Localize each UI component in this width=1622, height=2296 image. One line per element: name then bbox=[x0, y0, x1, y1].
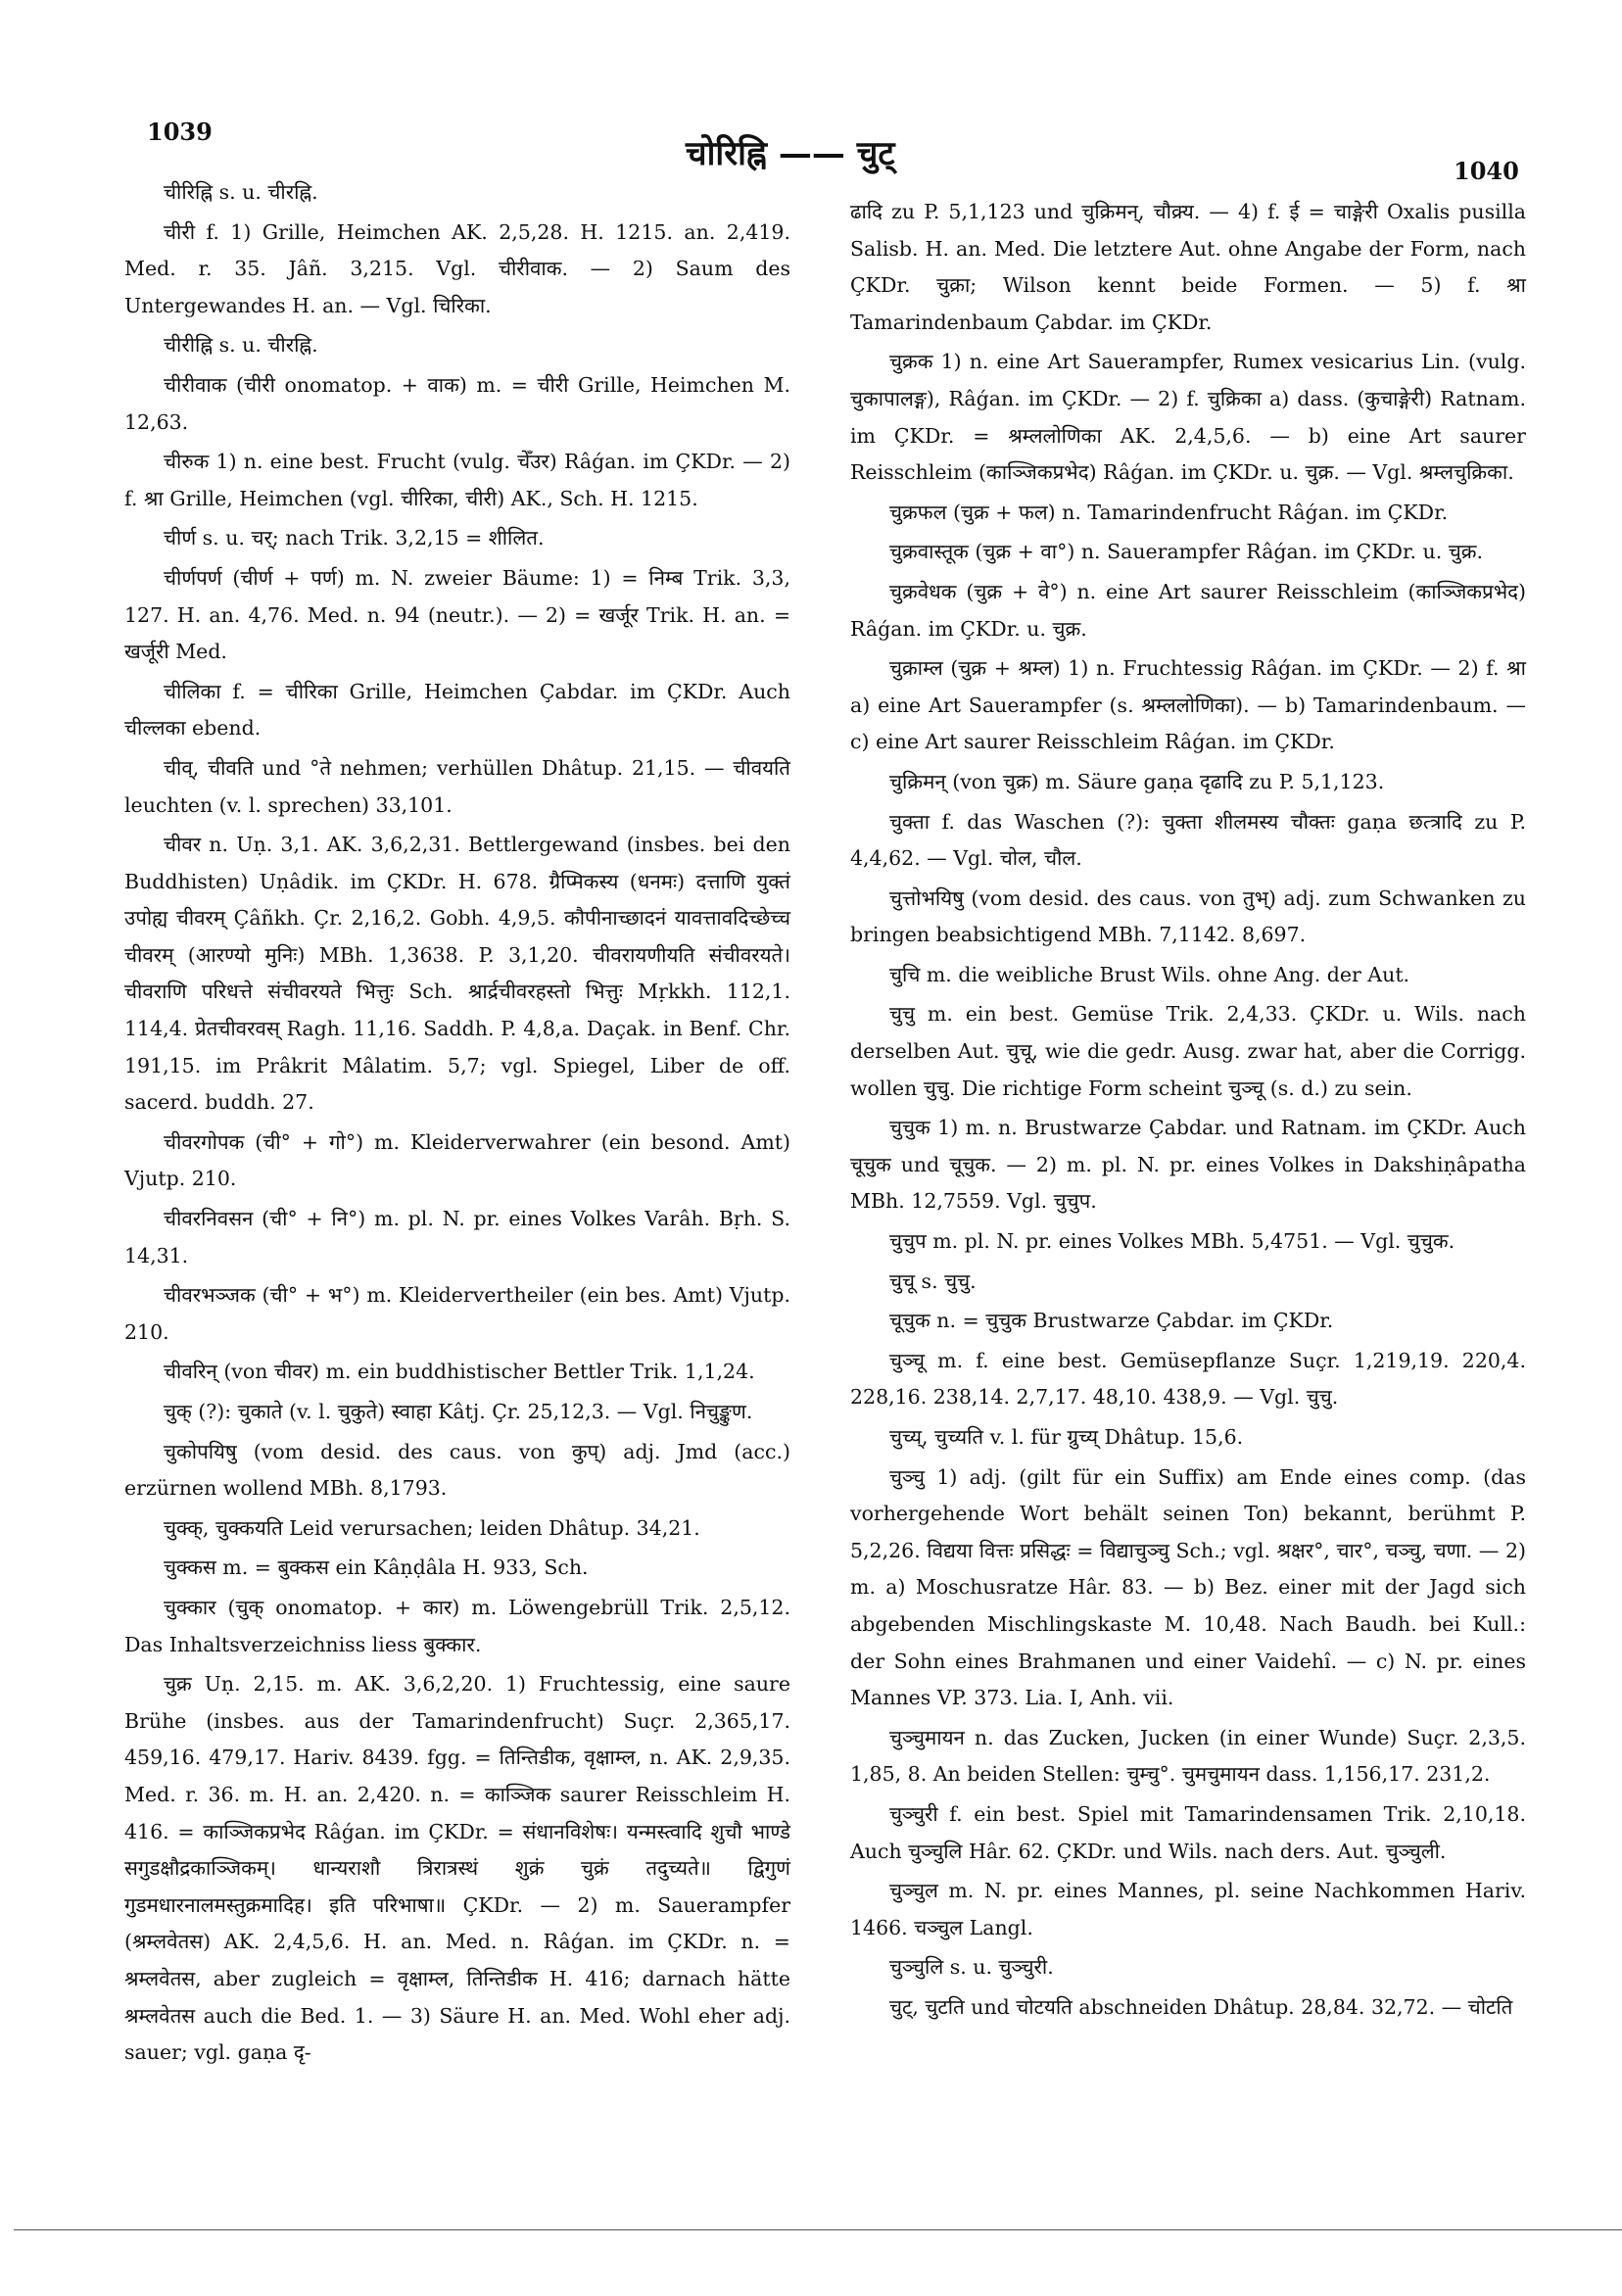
dictionary-entry: चुचु m. ein best. Gemüse Trik. 2,4,33. ÇKDr. u. Wils. nach derselben Aut. चुचू, wie die gedr. Ausg. zwar hat, aber die Corrigg. wollen चुचु. Die richtige Form scheint चुञ्चू (s. d.) zu sein. bbox=[850, 1002, 1526, 1100]
dictionary-entry: चीवर n. Uṇ. 3,1. AK. 3,6,2,31. Bettlergewand (insbes. bei den Buddhisten) Uṇâdik. im ÇKDr. H. 678. ग्रैप्मिकस्य (धनमः) दत्ताणि युक्तं उपोह्य चीवरम् Çâñkh. Çr. 2,16,2. Gobh. 4,9,5. कौपीनाच्छादनं यावत्तावदिच्छेच्च चीवरम् (आरण्यो मुनिः) MBh. 1,3638. P. 3,1,20. चीवरायणीयति संचीवरयते। चीवराणि परिधत्ते संचीवरयते भित्तुः Sch. श्रार्द्रचीवरहस्तो भित्तुः Mṛkkh. 112,1. 114,4. प्रेतचीवरवस् Ragh. 11,16. Saddh. P. 4,8,a. Daçak. in Benf. Chr. 191,15. im Prâkrit Mâlatim. 5,7; vgl. Spiegel, Liber de off. sacerd. buddh. 27. bbox=[124, 833, 790, 1115]
dictionary-entry: चीवरभञ्जक (ची° + भ°) m. Kleidervertheiler (ein bes. Amt) Vjutp. 210. bbox=[124, 1283, 790, 1344]
dictionary-entry: चुक्ता f. das Waschen (?): चुक्ता शीलमस्य चौक्तः gaṇa छत्त्रादि zu P. 4,4,62. — Vgl. चोल, चौल. bbox=[850, 809, 1526, 871]
dictionary-entry: चुक्र Uṇ. 2,15. m. AK. 3,6,2,20. 1) Fruchtessig, eine saure Brühe (insbes. aus der Tamarindenfrucht) Suçr. 2,365,17. 459,16. 479,17. Hariv. 8439. fgg. = तिन्तिडीक, वृक्षाम्ल, n. AK. 2,9,35. Med. r. 36. m. H. an. 2,420. n. = काञ्जिक saurer Reisschleim H. 416. = काञ्जिकप्रभेद Râǵan. im ÇKDr. = संधानविशेषः। यन्मस्त्वादि शुचौ भाण्डे सगुडक्षौद्रकाञ्जिकम्। धान्यराशौ त्रिरात्रस्थं शुक्रं चुक्रं तदुच्यते॥ द्विगुणं गुडमधारनालमस्तुक्रमादिह। इति परिभाषा॥ ÇKDr. — 2) m. Sauerampfer (श्रम्लवेतस) AK. 2,4,5,6. H. an. Med. n. Râǵan. im ÇKDr. n. = श्रम्लवेतस, aber zugleich = वृक्षाम्ल, तिन्तिडीक H. 416; darnach hätte श्रम्लवेतस auch die Bed. 1. — 3) Säure H. an. Med. Wohl eher adj. sauer; vgl. gaṇa दृ- bbox=[124, 1672, 790, 2065]
dictionary-entry: चुक्रफल (चुक्र + फल) n. Tamarindenfrucht Râǵan. im ÇKDr. bbox=[889, 500, 1449, 524]
dictionary-entry: चुक्रक 1) n. eine Art Sauerampfer, Rumex vesicarius Lin. (vulg. चुकापालङ्ग), Râǵan. im ÇKDr. — 2) f. चुक्रिका a) dass. (कुचाङ्गेरी) Ratnam. im ÇKDr. = श्रम्ललोणिका AK. 2,4,5,6. — b) eine Art saurer Reisschleim (काञ्जिकप्रभेद) Râǵan. im ÇKDr. u. चुक्र. — Vgl. श्रम्लचुक्रिका. bbox=[850, 350, 1526, 485]
dictionary-entry: चीरुक 1) n. eine best. Frucht (vulg. चेँउर) Râǵan. im ÇKDr. — 2) f. श्रा Grille, Heimchen (vgl. चीरिका, चीरी) AK., Sch. H. 1215. bbox=[124, 450, 790, 510]
dictionary-entry: चुञ्चु 1) adj. (gilt für ein Suffix) am Ende eines comp. (das vorhergehende Wort behält seinen Ton) bekannt, berühmt P. 5,2,26. विद्यया वित्तः प्रसिद्धः = विद्याचुञ्चु Sch.; vgl. श्रक्षर°, चार°, चञ्चु, चणा. — 2) m. a) Moschusratze Hâr. 83. — b) Bez. einer mit der Jagd sich abgebenden Mischlingskaste M. 10,48. Nach Baudh. bei Kull.: der Sohn eines Brahmanen und einer Vaidehî. — c) N. pr. eines Mannes VP. 373. Lia. I, Anh. vii. bbox=[850, 1464, 1526, 1710]
dictionary-entry: चुक् (?): चुकाते (v. l. चुकुते) स्वाहा Kâtj. Çr. 25,12,3. — Vgl. निचुङ्कुण. bbox=[164, 1400, 753, 1423]
page-number-right: 1040 bbox=[1454, 157, 1519, 185]
dictionary-entry: चीरिह्नि s. u. चीरह्नि. bbox=[164, 180, 318, 204]
dictionary-entry: चुच्य्, चुच्यति v. l. für ग्रुच्य् Dhâtup. 15,6. bbox=[889, 1425, 1244, 1449]
left-column bbox=[124, 174, 790, 2075]
dictionary-entry: चुट्, चुटति und चोटयति abschneiden Dhâtup. 28,84. 32,72. — चोटति bbox=[889, 1994, 1513, 2019]
dictionary-entry: चुञ्चुरी f. ein best. Spiel mit Tamarindensamen Trik. 2,10,18. Auch चुञ्चुलि Hâr. 62. ÇKDr. und Wils. nach ders. Aut. चुञ्चुली. bbox=[850, 1801, 1526, 1863]
dictionary-entry: चुक्रवेधक (चुक्र + वे°) n. eine Art saurer Reisschleim (काञ्जिकप्रभेद) Râǵan. im ÇKDr. u. चुक्र. bbox=[850, 579, 1526, 641]
dictionary-entry: चीवरिन् (von चीवर) m. ein buddhistischer Bettler Trik. 1,1,24. bbox=[164, 1360, 755, 1384]
dictionary-entry: चुञ्चुल m. N. pr. eines Mannes, pl. seine Nachkommen Hariv. 1466. चञ्चुल Langl. bbox=[850, 1879, 1526, 1939]
dictionary-entry: चूचुक n. = चुचुक Brustwarze Çabdar. im ÇKDr. bbox=[889, 1309, 1334, 1333]
footer-rule bbox=[14, 2229, 1622, 2230]
dictionary-entry: चीव्, चीवति und °ते nehmen; verhüllen Dhâtup. 21,15. — चीवयति leuchten (v. l. sprechen) 33,101. bbox=[124, 755, 790, 817]
dictionary-entry: चीर्ण s. u. चर्; nach Trik. 3,2,15 = शीलित. bbox=[164, 526, 545, 550]
dictionary-entry: चीरीह्नि s. u. चीरह्नि. bbox=[164, 333, 318, 358]
page-number-left: 1039 bbox=[147, 118, 213, 146]
dictionary-entry: चुक्कार (चुक् onomatop. + कार) m. Löwengebrüll Trik. 2,5,12. Das Inhaltsverzeichniss liess बुक्कार. bbox=[124, 1595, 790, 1656]
dictionary-entry: चुचू s. चुचु. bbox=[889, 1268, 977, 1293]
running-head: चोरिह्नि —— चुट् bbox=[686, 134, 895, 173]
dictionary-entry: चुचि m. die weibliche Brust Wils. ohne Ang. der Aut. bbox=[889, 962, 1410, 986]
dictionary-entry: चुकोपयिषु (vom desid. des caus. von कुप्) adj. Jmd (acc.) erzürnen wollend MBh. 8,1793. bbox=[124, 1439, 790, 1501]
dictionary-entry: चीरी f. 1) Grille, Heimchen AK. 2,5,28. H. 1215. an. 2,419. Med. r. 35. Jâñ. 3,215. Vgl. चीरीवाक. — 2) Saum des Untergewandes H. an. — Vgl. चिरिका. bbox=[124, 219, 790, 317]
dictionary-entry: चीरीवाक (चीरी onomatop. + वाक) m. = चीरी Grille, Heimchen M. 12,63. bbox=[124, 372, 790, 434]
dictionary-entry: चुञ्चुमायन n. das Zucken, Jucken (in einer Wunde) Suçr. 2,3,5. 1,85, 8. An beiden Stellen: चुम्चु°. चुमचुमायन dass. 1,156,17. 231,2. bbox=[850, 1725, 1526, 1787]
dictionary-entry: चुञ्चू m. f. eine best. Gemüsepflanze Suçr. 1,219,19. 220,4. 228,16. 238,14. 2,7,17. 48,10. 438,9. — Vgl. चुचु. bbox=[850, 1348, 1526, 1410]
dictionary-entry: चीवरगोपक (ची° + गो°) m. Kleiderverwahrer (ein besond. Amt) Vjutp. 210. bbox=[124, 1129, 790, 1191]
dictionary-entry: चुत्तोभयिषु (vom desid. des caus. von तुभ्) adj. zum Schwanken zu bringen beabsichtigend MBh. 7,1142. 8,697. bbox=[850, 885, 1526, 947]
right-column bbox=[850, 194, 1526, 2030]
dictionary-entry: ढादि zu P. 5,1,123 und चुक्रिमन्, चौक्र्य. — 4) f. ई = चाङ्गेरी Oxalis pusilla Salisb. H. an. Med. Die letztere Aut. ohne Angabe der Form, nach ÇKDr. चुक्रा; Wilson kennt beide Formen. — 5) f. श्रा Tamarindenbaum Çabdar. im ÇKDr. bbox=[850, 200, 1526, 334]
dictionary-entry: चुक्राम्ल (चुक्र + श्रम्ल) 1) n. Fruchtessig Râǵan. im ÇKDr. — 2) f. श्रा a) eine Art Sauerampfer (s. श्रम्ललोणिका). — b) Tamarindenbaum. — c) eine Art saurer Reisschleim Râǵan. im ÇKDr. bbox=[850, 656, 1526, 754]
dictionary-entry: चुक्कस m. = बुक्कस ein Kâṇḍâla H. 933, Sch. bbox=[164, 1555, 589, 1580]
dictionary-entry: चीलिका f. = चीरिका Grille, Heimchen Çabdar. im ÇKDr. Auch चील्लका ebend. bbox=[124, 679, 790, 741]
dictionary-entry: चीवरनिवसन (ची° + नि°) m. pl. N. pr. eines Volkes Varâh. Bṛh. S. 14,31. bbox=[124, 1207, 790, 1268]
dictionary-entry: चुचुप m. pl. N. pr. eines Volkes MBh. 5,4751. — Vgl. चुचुक. bbox=[889, 1229, 1455, 1254]
dictionary-entry: चुञ्चुलि s. u. चुञ्चुरी. bbox=[889, 1955, 1054, 1980]
dictionary-entry: चुक्रवास्तूक (चुक्र + वा°) n. Sauerampfer Râǵan. im ÇKDr. u. चुक्र. bbox=[889, 540, 1484, 564]
dictionary-entry: चीर्णपर्ण (चीर्ण + पर्ण) m. N. zweier Bäume: 1) = निम्ब Trik. 3,3, 127. H. an. 4,76. Med. n. 94 (neutr.). — 2) = खर्जूर Trik. H. an. = खर्जूरी Med. bbox=[124, 565, 790, 664]
dictionary-entry: चुचुक 1) m. n. Brustwarze Çabdar. und Ratnam. im ÇKDr. Auch चूचुक und चूचुक. — 2) m. pl. N. pr. eines Volkes in Dakshiṇâpatha MBh. 12,7559. Vgl. चुचुप. bbox=[850, 1116, 1526, 1214]
dictionary-entry: चुक्रिमन् (von चुक्र) m. Säure gaṇa दृढादि zu P. 5,1,123. bbox=[889, 769, 1385, 793]
dictionary-entry: चुक्क्, चुक्कयति Leid verursachen; leiden Dhâtup. 34,21. bbox=[164, 1515, 700, 1540]
